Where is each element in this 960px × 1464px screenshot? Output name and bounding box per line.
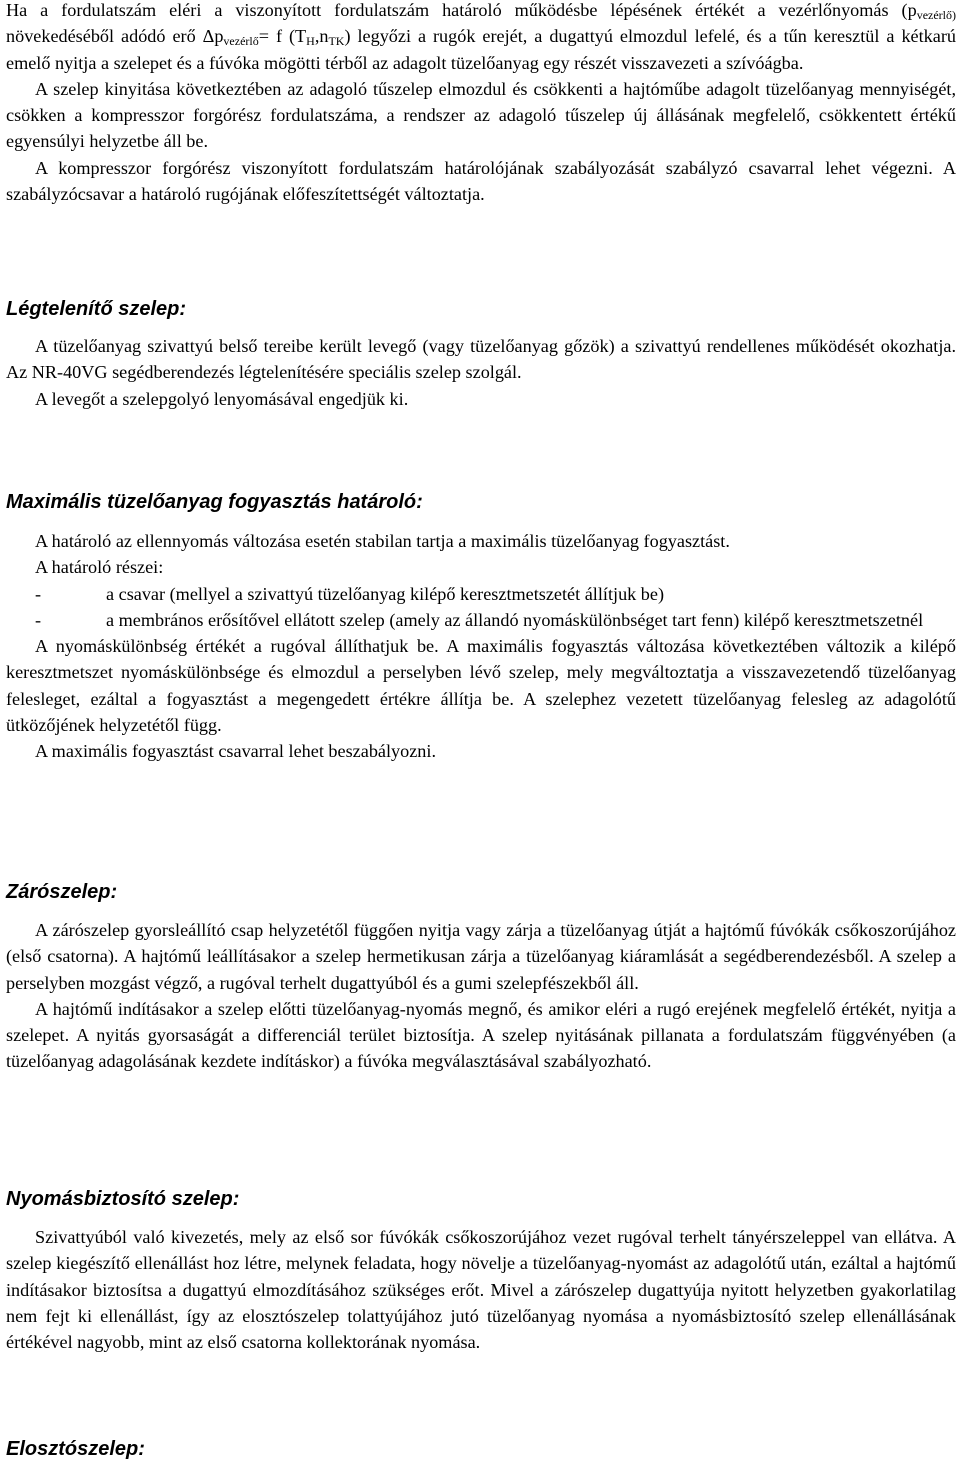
zaro-paragraph-2: A hajtómű indításakor a szelep előtti tüzelőanyag-nyomás megnő, és amikor eléri a rugó erejének megfelelő értékét, nyitja a szelepet. A nyitás gyorsaságát a differenciál terület biztosítja. A szelep nyitásának pillanata a fordulatszám függvényében (a tüzelőanyag adagolásának kezdete indításkor) a fúvóka megválasztásával szabályozható.: [6, 998, 956, 1072]
section-heading-legtelenito: Légtelenítő szelep:: [6, 298, 187, 320]
section-heading-nyomasbiztosito: Nyomásbiztosító szelep:: [6, 1188, 240, 1210]
section-nyomasbiztosito: [6, 1224, 956, 1355]
section-heading-zaroszelep: Zárószelep:: [6, 881, 118, 903]
intro-paragraph-2: A szelep kinyitása következtében az adagoló tűszelep elmozdul és csökkenti a hajtóműbe adagolt tüzelőanyag mennyiségét, csökken a kompresszor forgórész fordulatszáma, a rendszer az adagoló tűszelep új állásának megfelelő, csökkentett értékű egyensúlyi helyzetbe áll be.: [6, 78, 956, 152]
dash-bullet: -: [35, 609, 42, 630]
section-heading-elosztoszelep: Elosztószelep:: [6, 1438, 145, 1460]
max-paragraph-2: A határoló részei:: [35, 557, 164, 578]
list-item: [6, 607, 956, 633]
list-item-text: a membrános erősítővel ellátott szelep (amely az állandó nyomáskülönbséget tart fenn) kilépő keresztmetszetnél: [106, 609, 924, 630]
max-paragraph-1: A határoló az ellennyomás változása esetén stabilan tartja a maximális tüzelőanyag fogyasztást.: [35, 531, 730, 551]
legtelenito-paragraph-2: A levegőt a szelepgolyó lenyomásával engedjük ki.: [35, 388, 409, 409]
zaro-paragraph-1: A zárószelep gyorsleállító csap helyzetétől függően nyitja vagy zárja a tüzelőanyag útját a hajtómű fúvókák csőkoszorújához (első csatorna). A hajtómű leállításakor a szelep hermetikusan zárja a tüzelőanyag kiáramlását a segédberendezésből. A szelep a perselyben mozgást végző, a rugóval terhelt dugattyúból és a gumi szelepfészekből áll.: [6, 920, 956, 993]
dash-bullet: -: [35, 583, 42, 604]
legtelenito-paragraph-1: A tüzelőanyag szivattyú belső tereibe került levegő (vagy tüzelőanyag gőzök) a szivattyú rendellenes működését okozhatja. Az NR-40VG segédberendezés légtelenítésére speciális szelep szolgál.: [6, 336, 956, 383]
intro-paragraph-3: A kompresszor forgórész viszonyított fordulatszám határolójának szabályozását szabályzó csavarral lehet végezni. A szabályzócsavar a határoló rugójának előfeszítettségét változtatja.: [6, 157, 956, 205]
list-item-text: a csavar (mellyel a szivattyú tüzelőanyag kilépő keresztmetszetét állítjuk be): [106, 583, 665, 604]
max-paragraph-3: A nyomáskülönbség értékét a rugóval állíthatjuk be. A maximális fogyasztás változása következtében változik a kilépő keresztmetszet nyomáskülönbsége és elmozdul a perselyben lévő szelep, mely megváltoztatja a visszavezetendő tüzelőanyag felesleget, ezáltal a fogyasztást a megengedett értékre állítja be. A szelephez vezetett tüzelőanyag felesleg az adagolótű ütközőjének helyzetétől függ.: [6, 636, 956, 736]
max-paragraph-4: A maximális fogyasztást csavarral lehet beszabályozni.: [35, 741, 436, 762]
section-max-fogyasztas: [6, 528, 956, 765]
intro-section: [6, 0, 956, 207]
list-item: [6, 581, 956, 607]
intro-paragraph-1: Ha a fordulatszám eléri a viszonyított fordulatszám határoló működésbe lépésének értékét a vezérlőnyomás ($p_{vezérlő)}$ növekedéséből adódó erő $\Delta p_{vezérlő}= f$ $(T_H,n_{TK})$ legyőzi a rugók erejét, a dugattyú elmozdul lefelé, és a tűn keresztül a kétkarú emelő nyitja a szelepet és a fúvóka mögötti térből az adagolt tüzelőanyag egy részét visszavezeti a szívóágba.: [6, 0, 956, 73]
section-heading-max-fogyasztas: Maximális tüzelőanyag fogyasztás határoló:: [6, 491, 423, 513]
section-legtelenito: [6, 333, 956, 412]
nyomas-paragraph-1: Szivattyúból való kivezetés, mely az első sor fúvókák csőkoszorújához vezet rugóval terhelt tányérszeleppel van ellátva. A szelep kiegészítő ellenállást hoz létre, melynek feladata, hogy növelje a tüzelőanyag-nyomást az adagolótű után, ezáltal a hajtómű indításakor biztosítsa a dugattyú elmozdításához szükséges erőt. Mivel a zárószelep dugattyúja nyitott helyzetben gyakorlatilag nem fejt ki ellenállást, így az elosztószelep tolattyújához jutó tüzelőanyag nyomása a nyomásbiztosító szelep ellenállásának értékével nagyobb, mint az első csatorna kollektorának nyomása.: [6, 1227, 956, 1353]
section-zaroszelep: [6, 917, 956, 1075]
